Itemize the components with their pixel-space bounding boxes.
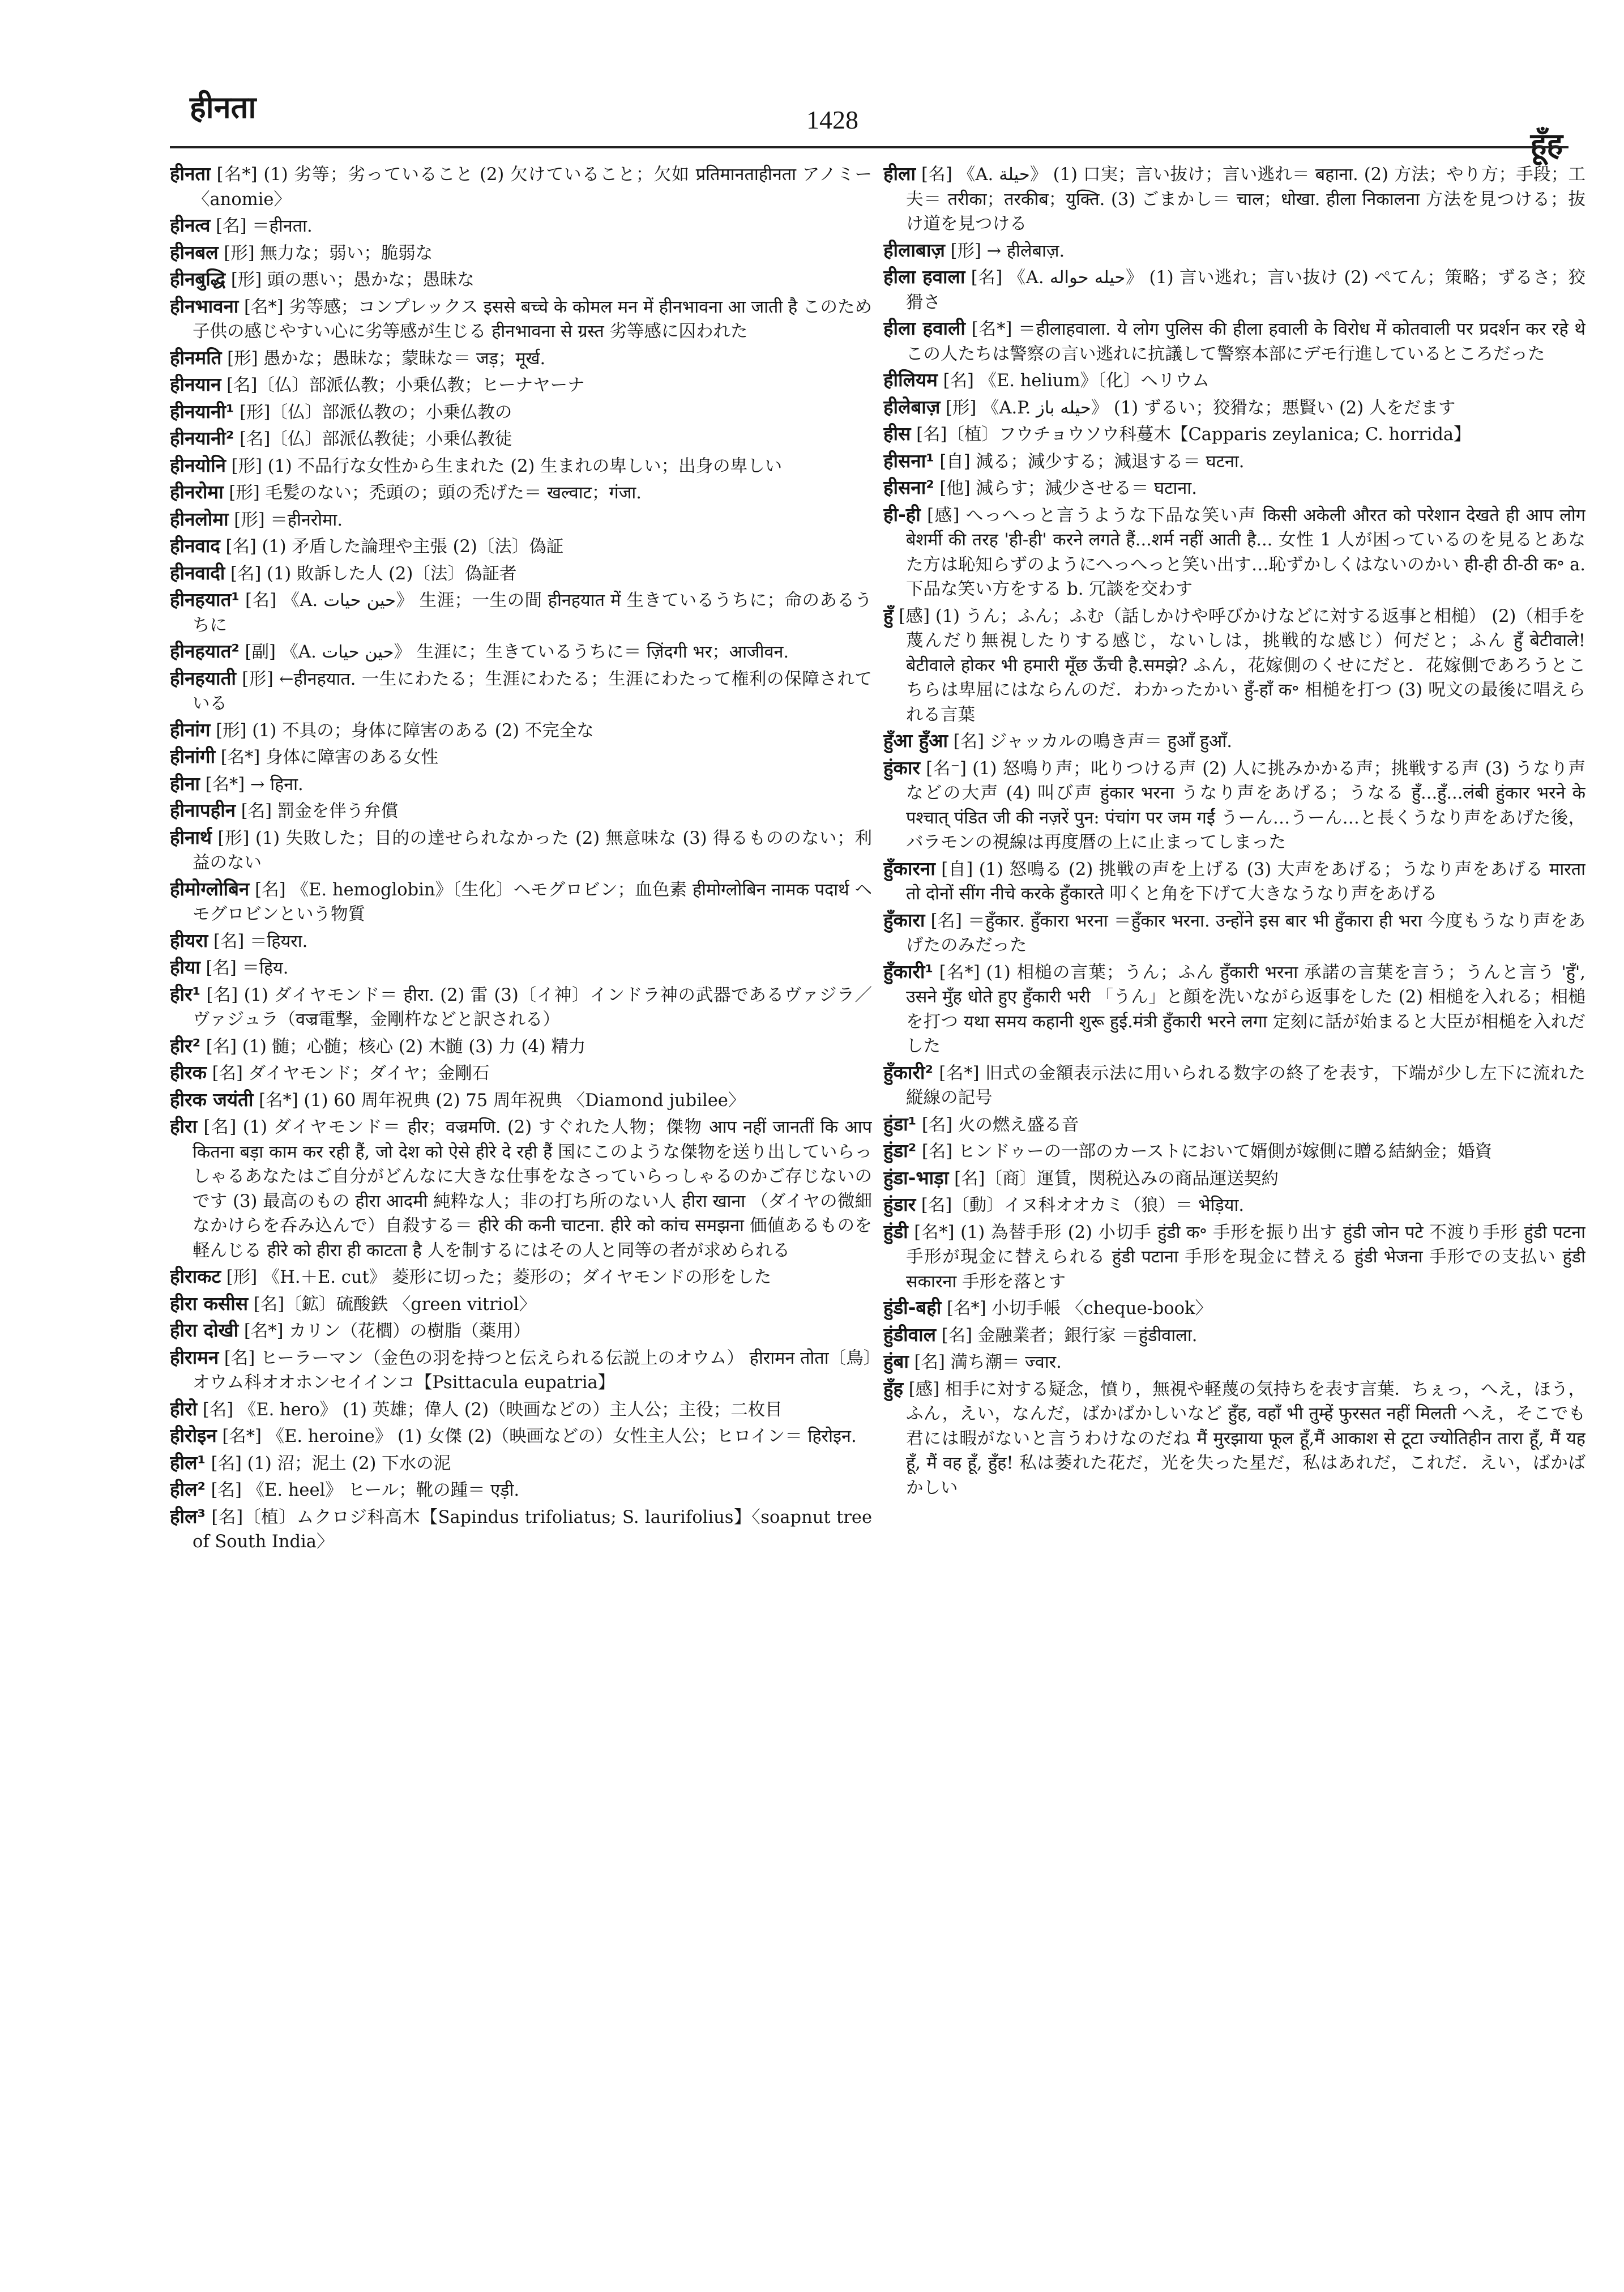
- dictionary-entry: [883, 368, 1585, 394]
- dictionary-entry: [883, 1112, 1585, 1138]
- entry-definition: [形] (1) 不品行な女性から生まれた (2) 生まれの卑しい；出身の卑しい: [225, 456, 783, 476]
- entry-headword: हीनबुद्धि: [170, 268, 226, 290]
- entry-headword: हुँकारी²: [883, 1061, 933, 1083]
- entry-headword: हीला: [883, 163, 916, 185]
- entry-definition: [名] 《E. hemoglobin》〔生化〕ヘモグロビン；血色素 हीमोग्लोबिन नामक पदार्थ ヘモグロビンという物質: [193, 880, 872, 924]
- entry-headword: हुँ: [883, 604, 894, 626]
- entry-headword: ही-ही: [883, 503, 921, 526]
- entry-definition: [名] (1) ダイヤモンド＝ हीरा. (2) 雷 (3)〔イ神〕インドラ神の武器であるヴァジラ／ヴァジュラ（वज्र電撃，金剛杵などと訳される）: [193, 985, 872, 1030]
- entry-definition: [名] 《E. heel》 ヒール；靴の踵＝ एड़ी.: [205, 1480, 520, 1500]
- entry-definition: [名] (1) 髄；心髄；核心 (2) 木髄 (3) 力 (4) 精力: [200, 1036, 586, 1057]
- dictionary-entry: [170, 982, 872, 1032]
- dictionary-entry: [170, 928, 872, 954]
- running-head-right: हूँह: [1530, 126, 1563, 162]
- entry-definition: [名*] → हिना.: [199, 774, 304, 795]
- dictionary-entry: [170, 426, 872, 452]
- entry-definition: [副] 《A. حين حيات》 生涯に；生きているうちに＝ ज़िंदगी भर；आजीवन.: [239, 642, 789, 662]
- entry-definition: [他] 減らす；減少させる＝ घटाना.: [934, 479, 1197, 498]
- entry-headword: हीनहयात¹: [170, 588, 240, 611]
- entry-definition: [名*] (1) 相槌の言葉；うん；ふん हुँकारी भरना 承諾の言葉を言う；うんと言う 'हुँ', उसने मुँह धोते हुए हुँकारी भरी 「うん」と顔を洗いながら返事をした (2) 相槌を入れる；相槌を打つ यथा समय कहानी शुरू हुई.मंत्री हुँकारी भरने लगा 定刻に話が始まると大臣が相槌を入れだした: [906, 962, 1585, 1056]
- dictionary-entry: [883, 449, 1585, 475]
- entry-headword: हीरा दोखी: [170, 1319, 239, 1341]
- entry-headword: हीसना¹: [883, 449, 934, 472]
- dictionary-entry: [883, 1219, 1585, 1295]
- entry-definition: [名] 《A. حيلة》 (1) 口実；言い抜け；言い逃れ＝ बहाना. (2) 方法；やり方；手段；工夫＝ तरीका；तरकीब；युक्ति. (3) ごまかし＝ चाल；धोखा. हीला निकालना 方法を見つける；抜け道を見つける: [906, 165, 1585, 234]
- entry-definition: [名]〔植〕ムクロジ科高木【Sapindus trifoliatus; S. laurifolius】〈soapnut tree of South India〉: [193, 1507, 872, 1552]
- entry-definition: [名] 火の燃え盛る音: [916, 1115, 1079, 1135]
- dictionary-entry: [170, 825, 872, 876]
- entry-definition: [形] ←हीनहयात. 一生にわたる；生涯にわたる；生涯にわたって権利の保障されている: [193, 669, 872, 714]
- entry-definition: [名] ＝हुँकार. हुँकारा भरना ＝हुँकार भरना. उन्होंने इस बार भी हुँकारा ही भरा 今度もうなり声をあげたのみだった: [906, 911, 1585, 955]
- entry-headword: हुंडीवाल: [883, 1323, 936, 1346]
- entry-definition: [形]〔仏〕部派仏教の；小乗仏教の: [234, 402, 512, 422]
- entry-definition: [名]〔商〕運賃，関税込みの商品運送契約: [948, 1168, 1279, 1189]
- entry-definition: [形] (1) 失敗した；目的の達せられなかった (2) 無意味な (3) 得るもののない；利益のない: [193, 828, 872, 873]
- entry-definition: [形] 毛髪のない；禿頭の；頭の禿げた＝ खल्वाट；गंजा.: [223, 483, 642, 503]
- entry-headword: हीनवादी: [170, 561, 225, 584]
- entry-headword: हुंडा²: [883, 1139, 917, 1162]
- dictionary-entry: [170, 744, 872, 770]
- page-number: 1428: [806, 105, 858, 134]
- entry-definition: [名] 金融業者；銀行家 ＝हुंडीवाला.: [936, 1325, 1198, 1346]
- entry-definition: [名] ＝हियरा.: [208, 931, 308, 951]
- entry-headword: हीनभावना: [170, 294, 239, 317]
- entry-headword: हुंडा¹: [883, 1112, 917, 1135]
- dictionary-entry: [883, 959, 1585, 1059]
- entry-definition: [形] → हीलेबाज़.: [945, 241, 1065, 261]
- entry-definition: [名] ジャッカルの鳴き声＝ हुआँ हुआँ.: [948, 732, 1232, 752]
- entry-definition: [名] 《E. hero》 (1) 英雄；偉人 (2)（映画などの）主人公；主役；二枚目: [197, 1399, 783, 1420]
- entry-definition: [名] (1) 敗訴した人 (2)〔法〕偽証者: [225, 564, 517, 584]
- entry-definition: [名*] ＝हीलाहवाला. ये लोग पुलिस की हीला हवाली के विरोध में कोतवाली पर प्रदर्शन कर रहे थे この人たちは警察の言い逃れに抗議して警察本部にデモ行進しているところだった: [906, 319, 1585, 364]
- dictionary-entry: [883, 908, 1585, 958]
- entry-headword: हुंबा: [883, 1350, 909, 1372]
- entry-definition: [名] ダイヤモンド；ダイヤ；金剛石: [206, 1064, 490, 1083]
- entry-headword: हीर¹: [170, 983, 201, 1005]
- dictionary-entry: [883, 316, 1585, 366]
- dictionary-entry: [170, 533, 872, 560]
- dictionary-entry: [883, 1322, 1585, 1348]
- entry-definition: [感] 相手に対する疑念，憤り，無視や軽蔑の気持ちを表す言葉．ちぇっ，へえ，ほう，ふん，えい，なんだ，ばかばかしいなど हुँह, वहाँ भी तुम्हें फुरसत नहीं मिलती へえ，そこでも君には暇がないと言うわけなのだね मैं मुरझाया फूल हूँ,मैं आकाश से टूटा ज्योतिहीन तारा हूँ, मैं यह हूँ, मैं वह हूँ, हुँह! 私は萎れた花だ，光を失った星だ，私はあれだ，これだ．えい，ばかばかしい: [903, 1379, 1585, 1498]
- entry-definition: [名] (1) 矛盾した論理や主張 (2)〔法〕偽証: [220, 537, 564, 557]
- entry-definition: [名] ＝हिय.: [200, 958, 289, 978]
- entry-definition: [名] 《E. helium》〔化〕ヘリウム: [937, 371, 1210, 391]
- dictionary-entry: [170, 955, 872, 981]
- dictionary-entry: [883, 475, 1585, 501]
- entry-headword: हीरक जयंती: [170, 1088, 254, 1111]
- entry-headword: हीस: [883, 422, 911, 445]
- entry-headword: हीनयानी¹: [170, 400, 234, 422]
- dictionary-entry: [883, 1349, 1585, 1375]
- entry-headword: हुंडी: [883, 1220, 908, 1243]
- dictionary-entry: [170, 798, 872, 824]
- dictionary-entry: [170, 1423, 872, 1449]
- dictionary-entry: [883, 1166, 1585, 1192]
- entry-definition: [名] 《A. حيله حواله》 (1) 言い逃れ；言い抜け (2) ペてん；策略；ずるさ；狡猾さ: [906, 268, 1585, 313]
- dictionary-entry: [883, 756, 1585, 855]
- entry-definition: [名]〔動〕イヌ科オオカミ（狼）＝ भेड़िया.: [916, 1196, 1245, 1215]
- entry-headword: हीसना²: [883, 476, 934, 498]
- dictionary-entry: [170, 718, 872, 744]
- entry-headword: हुँकारना: [883, 857, 935, 880]
- dictionary-entry: [883, 856, 1585, 907]
- dictionary-entry: [170, 1318, 872, 1344]
- entry-definition: [名*] 身体に障害のある女性: [215, 748, 439, 767]
- dictionary-entry: [170, 1345, 872, 1395]
- entry-definition: [名]〔植〕フウチョウソウ科蔓木【Capparis zeylanica; C. horrida】: [911, 425, 1471, 445]
- entry-headword: हुँकारा: [883, 908, 925, 931]
- entry-headword: हीया: [170, 956, 200, 978]
- entry-definition: [名] 《A. حين حيات》 生涯；一生の間 हीनहयात में 生きているうちに；命のあるうちに: [193, 591, 872, 635]
- dictionary-entry: [170, 1291, 872, 1317]
- entry-headword: हीनत्व: [170, 214, 211, 236]
- dictionary-entry: [170, 1504, 872, 1555]
- entry-headword: हीरा: [170, 1115, 198, 1137]
- entry-definition: [形] 無力な；弱い；脆弱な: [218, 243, 433, 263]
- dictionary-entry: [170, 1450, 872, 1476]
- entry-definition: [名] (1) ダイヤモンド＝ हीर；वज्रमणि. (2) すぐれた人物；傑物 आप नहीं जानतीं कि आप कितना बड़ा काम कर रही हैं, जो देश को ऐसे हीरे दे रही हैं 国にこのような傑物を送り出していらっしゃるあなたはご自分がどんなに大きな仕事をなさっていらっしゃるのかご存じないのです (3) 最高のもの हीरा आदमी 純粋な人；非の打ち所のない人 हीरा खाना （ダイヤの微細なかけらを呑み込んで）自殺する＝ हीरे की कनी चाटना. हीरे को कांच समझना 価値あるものを軽んじる हीरे को हीरा ही काटता है 人を制するにはその人と同等の者が求められる: [193, 1117, 872, 1261]
- dictionary-entry: [170, 639, 872, 665]
- dictionary-entry: [883, 1295, 1585, 1321]
- entry-headword: हीनार्थ: [170, 826, 212, 848]
- dictionary-entry: [170, 213, 872, 239]
- left-column: [170, 161, 872, 2268]
- dictionary-entry: [170, 1060, 872, 1086]
- entry-headword: हीमोग्लोबिन: [170, 877, 250, 900]
- entry-headword: हीनांगी: [170, 745, 216, 767]
- entry-headword: हीनमति: [170, 346, 222, 369]
- dictionary-entry: [170, 1477, 872, 1503]
- entry-definition: [名*] (1) 60 周年祝典 (2) 75 周年祝典 〈Diamond jubilee〉: [253, 1090, 746, 1111]
- entry-definition: [形] 《H.＋E. cut》 菱形に切った；菱形の；ダイヤモンドの形をした: [221, 1267, 772, 1287]
- entry-definition: [形] 《A.P. حيله باز》 (1) ずるい；狡猾な；悪賢い (2) 人をだます: [940, 398, 1456, 418]
- entry-headword: हीनहयात²: [170, 640, 240, 662]
- entry-headword: हीनापहीन: [170, 799, 236, 821]
- entry-headword: हीलियम: [883, 369, 938, 391]
- entry-definition: [名⁻] (1) 怒鳴り声；叱りつける声 (2) 人に挑みかかる声；挑戦する声 (3) うなり声などの大声 (4) 叫び声 हुंकार भरना うなり声をあげる；うなる हुँ...हुँ...लंबी हुंकार भरने के पश्चात् पंडित जी की नज़रें पुन: पंचांग पर जम गईं うーん…うーん…と長くうなり声をあげた後，バラモンの視線は再度暦の上に止まってしまった: [906, 758, 1585, 852]
- dictionary-entry: [883, 603, 1585, 728]
- entry-headword: हीयरा: [170, 929, 208, 951]
- entry-definition: [感] へっへっと言うような下品な笑い声 किसी अकेली औरत को परेशान देखते ही आप लोग बेशर्मी की तरह 'ही-ही' करने लगते हैं...शर्म नहीं आती है... 女性 1 人が困っているのを見るとあなた方は恥知らずのようにへっへっと笑い出す…恥ずかしくはないのかい ही-ही ठी-ठी क॰ a. 下品な笑い方をする b. 冗談を交わす: [906, 505, 1585, 599]
- dictionary-entry: [883, 1376, 1585, 1501]
- dictionary-entry: [170, 240, 872, 266]
- dictionary-entry: [170, 877, 872, 927]
- dictionary-entry: [170, 666, 872, 716]
- entry-headword: हीरा कसीस: [170, 1292, 249, 1314]
- entry-headword: हुंडार: [883, 1193, 916, 1215]
- entry-definition: [形] 頭の悪い；愚かな；愚昧な: [225, 270, 475, 290]
- running-head-left: हीनता: [190, 89, 257, 125]
- entry-headword: हीनयान: [170, 373, 221, 395]
- entry-definition: [名]〔仏〕部派仏教；小乗仏教；ヒーナヤーナ: [221, 375, 585, 395]
- entry-headword: हीनयोनि: [170, 454, 226, 476]
- dictionary-entry: [170, 480, 872, 506]
- entry-definition: [自] (1) 怒鳴る (2) 挑戦の声を上げる (3) 大声をあげる；うなり声をあげる मारता तो दोनों सींग नीचे करके हुँकारते 叩くと角を下げて大きなうなり声をあげる: [906, 859, 1585, 904]
- entry-definition: [名*] (1) 劣等；劣っていること (2) 欠けていること；欠如 प्रतिमानताहीनता アノミー 〈anomie〉: [193, 165, 872, 210]
- entry-headword: हुंडा-भाड़ा: [883, 1166, 949, 1189]
- dictionary-entry: [883, 395, 1585, 421]
- entry-headword: हीनता: [170, 163, 211, 185]
- entry-definition: [名]〔鉱〕硫酸鉄 〈green vitriol〉: [248, 1294, 537, 1314]
- dictionary-entry: [883, 728, 1585, 754]
- header-rule: [170, 146, 1569, 148]
- entry-headword: हीला हवाली: [883, 317, 965, 339]
- entry-definition: [名] (1) 沼；泥土 (2) 下水の泥: [205, 1453, 451, 1474]
- dictionary-entry: [170, 372, 872, 398]
- dictionary-entry: [170, 1397, 872, 1423]
- entry-definition: [形] (1) 不具の；身体に障害のある (2) 不完全な: [210, 720, 594, 741]
- dictionary-entry: [883, 161, 1585, 237]
- entry-headword: हीरामन: [170, 1346, 219, 1368]
- entry-headword: हीरोइन: [170, 1424, 217, 1446]
- dictionary-entry: [170, 1114, 872, 1263]
- dictionary-entry: [170, 1264, 872, 1290]
- entry-headword: हीर²: [170, 1034, 201, 1057]
- entry-definition: [名*] 劣等感；コンプレックス इससे बच्चे के कोमल मन में हीनभावना आ जाती है このため子供の感じやすい心に劣等感が生じる हीनभावना से ग्रस्त 劣等感に囚われた: [193, 297, 872, 342]
- entry-headword: हीनबल: [170, 241, 219, 263]
- dictionary-entry: [170, 1034, 872, 1060]
- dictionary-entry: [883, 238, 1585, 264]
- entry-definition: [名*] 小切手帳 〈cheque-book〉: [941, 1299, 1213, 1318]
- entry-headword: हुँह: [883, 1377, 904, 1399]
- entry-headword: हीनयानी²: [170, 427, 234, 449]
- entry-definition: [名]〔仏〕部派仏教徒；小乗仏教徒: [234, 429, 512, 449]
- entry-definition: [感] (1) うん；ふん；ふむ（話しかけや呼びかけなどに対する返事と相槌） (2)（相手を蔑んだり無視したりする感じ，ないしは，挑戦的な感じ）何だと；ふん हुँ बेटीवाले! बेटीवाले होकर भी हमारी मूँछ ऊँची है.समझे? ふん，花嫁側のくせにだと．花嫁側であろうとこちらは卑屈にはならんのだ．わかったかい हुँ-हाँ क॰ 相槌を打つ (3) 呪文の最後に唱えられる言葉: [893, 606, 1585, 725]
- dictionary-entry: [883, 1138, 1585, 1164]
- entry-headword: हुँकारी¹: [883, 960, 933, 983]
- entry-definition: [自] 減る；減少する；減退する＝ घटना.: [934, 451, 1245, 472]
- entry-headword: हीनवाद: [170, 535, 220, 557]
- entry-headword: हीनहयाती: [170, 667, 236, 689]
- entry-definition: [名*] (1) 為替手形 (2) 小切手 हुंडी क॰ 手形を振り出す हुंडी जोन पटे 不渡り手形 हुंडी पटना 手形が現金に替えられる हुंडी पटाना 手形を現金に替える हुंडी भेजना 手形での支払い हुंडी सकारना 手形を落とす: [906, 1222, 1585, 1292]
- entry-headword: हीला हवाला: [883, 266, 965, 288]
- dictionary-entry: [883, 1192, 1585, 1218]
- entry-definition: [名] ヒーラーマン（金色の羽を持つと伝えられる伝説上のオウム） हीरामन तोता〔鳥〕オウム科オオホンセイインコ【Psittacula eupatria】: [193, 1348, 872, 1393]
- entry-headword: हीना: [170, 772, 200, 795]
- dictionary-entry: [170, 453, 872, 479]
- dictionary-entry: [170, 161, 872, 212]
- entry-definition: [名] ＝हीनता.: [210, 216, 313, 236]
- entry-headword: हीरक: [170, 1061, 207, 1083]
- dictionary-entry: [883, 421, 1585, 447]
- entry-headword: हीनलोमा: [170, 507, 229, 530]
- entry-definition: [名] 満ち潮＝ ज्वार.: [908, 1352, 1062, 1372]
- entry-headword: हीनांग: [170, 718, 211, 741]
- dictionary-entry: [170, 1087, 872, 1113]
- entry-headword: हुँआ हुँआ: [883, 729, 948, 752]
- entry-headword: हील³: [170, 1505, 206, 1527]
- entry-headword: हील²: [170, 1478, 206, 1500]
- entry-headword: हील¹: [170, 1451, 206, 1474]
- entry-definition: [名] ヒンドゥーの一部のカーストにおいて婿側が嫁側に贈る結納金；婚資: [916, 1142, 1493, 1162]
- entry-definition: [形] ＝हीनरोमा.: [228, 510, 343, 530]
- entry-definition: [形] 愚かな；愚昧な；蒙昧な＝ जड़；मूर्ख.: [221, 348, 546, 369]
- entry-definition: [名*] 《E. heroine》 (1) 女傑 (2)（映画などの）女性主人公；ヒロイン＝ हिरोइन.: [216, 1427, 857, 1446]
- dictionary-entry: [170, 345, 872, 372]
- dictionary-entry: [170, 771, 872, 797]
- entry-headword: हीराकट: [170, 1265, 221, 1287]
- entry-headword: हुंकार: [883, 756, 920, 779]
- entry-headword: हीरो: [170, 1397, 198, 1420]
- dictionary-entry: [170, 561, 872, 587]
- dictionary-entry: [170, 587, 872, 638]
- entry-headword: हीलेबाज़: [883, 395, 941, 418]
- dictionary-entry: [883, 1060, 1585, 1111]
- dictionary-entry: [883, 264, 1585, 315]
- dictionary-entry: [883, 502, 1585, 602]
- dictionary-entry: [170, 399, 872, 425]
- right-column: [883, 161, 1585, 2268]
- entry-headword: हीलाबाज़: [883, 238, 945, 261]
- entry-definition: [名] 罰金を伴う弁償: [236, 801, 399, 821]
- entry-headword: हीनरोमा: [170, 481, 224, 503]
- entry-definition: [名*] カリン（花櫚）の樹脂（薬用）: [238, 1321, 531, 1341]
- entry-definition: [名*] 旧式の金額表示法に用いられる数字の終了を表す，下端が少し左下に流れた縦線の記号: [906, 1063, 1585, 1108]
- entry-headword: हुंडी-बही: [883, 1296, 942, 1318]
- dictionary-entry: [170, 294, 872, 344]
- dictionary-entry: [170, 507, 872, 533]
- dictionary-entry: [170, 267, 872, 293]
